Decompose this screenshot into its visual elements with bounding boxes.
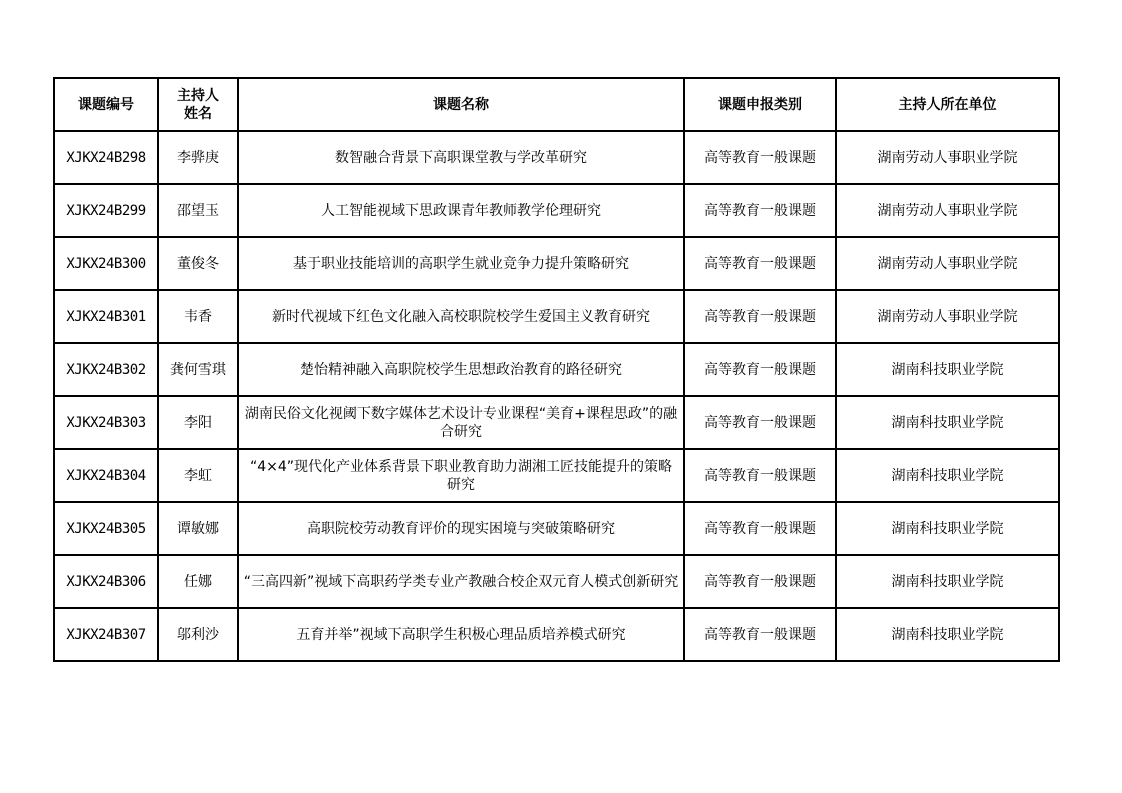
cell-unit: 湖南科技职业学院 [836, 396, 1059, 449]
cell-title: 人工智能视域下思政课青年教师教学伦理研究 [238, 184, 684, 237]
cell-title: 高职院校劳动教育评价的现实困境与突破策略研究 [238, 502, 684, 555]
cell-title: “三高四新”视域下高职药学类专业产教融合校企双元育人模式创新研究 [238, 555, 684, 608]
table-row [54, 237, 1059, 290]
cell-category: 高等教育一般课题 [684, 184, 836, 237]
table-row [54, 131, 1059, 184]
table-row [54, 184, 1059, 237]
table-row [54, 555, 1059, 608]
table-row [54, 502, 1059, 555]
cell-unit: 湖南劳动人事职业学院 [836, 184, 1059, 237]
header-row [54, 78, 1059, 131]
header-title: 课题名称 [238, 78, 684, 131]
cell-code: XJKX24B298 [54, 131, 158, 184]
header-leader: 主持人姓名 [158, 78, 238, 131]
cell-unit: 湖南劳动人事职业学院 [836, 237, 1059, 290]
cell-leader: 任娜 [158, 555, 238, 608]
table-row [54, 290, 1059, 343]
project-table [53, 77, 1060, 662]
cell-code: XJKX24B301 [54, 290, 158, 343]
cell-category: 高等教育一般课题 [684, 290, 836, 343]
cell-leader: 韦香 [158, 290, 238, 343]
cell-unit: 湖南科技职业学院 [836, 555, 1059, 608]
cell-unit: 湖南劳动人事职业学院 [836, 131, 1059, 184]
cell-unit: 湖南科技职业学院 [836, 502, 1059, 555]
cell-unit: 湖南科技职业学院 [836, 608, 1059, 661]
cell-leader: 李虹 [158, 449, 238, 502]
cell-leader: 李骅庚 [158, 131, 238, 184]
cell-code: XJKX24B299 [54, 184, 158, 237]
table-row [54, 608, 1059, 661]
cell-title: 湖南民俗文化视阈下数字媒体艺术设计专业课程“美育+课程思政”的融合研究 [238, 396, 684, 449]
cell-title: 楚怡精神融入高职院校学生思想政治教育的路径研究 [238, 343, 684, 396]
cell-category: 高等教育一般课题 [684, 396, 836, 449]
cell-category: 高等教育一般课题 [684, 608, 836, 661]
cell-leader: 龚何雪琪 [158, 343, 238, 396]
cell-category: 高等教育一般课题 [684, 237, 836, 290]
table-row [54, 343, 1059, 396]
cell-unit: 湖南科技职业学院 [836, 343, 1059, 396]
cell-category: 高等教育一般课题 [684, 343, 836, 396]
cell-code: XJKX24B303 [54, 396, 158, 449]
cell-leader: 邵望玉 [158, 184, 238, 237]
header-unit: 主持人所在单位 [836, 78, 1059, 131]
cell-title: “4×4”现代化产业体系背景下职业教育助力湖湘工匠技能提升的策略研究 [238, 449, 684, 502]
cell-code: XJKX24B307 [54, 608, 158, 661]
cell-code: XJKX24B305 [54, 502, 158, 555]
cell-code: XJKX24B302 [54, 343, 158, 396]
cell-title: 数智融合背景下高职课堂教与学改革研究 [238, 131, 684, 184]
cell-title: 新时代视域下红色文化融入高校职院校学生爱国主义教育研究 [238, 290, 684, 343]
cell-unit: 湖南劳动人事职业学院 [836, 290, 1059, 343]
cell-code: XJKX24B304 [54, 449, 158, 502]
cell-leader: 谭敏娜 [158, 502, 238, 555]
cell-code: XJKX24B306 [54, 555, 158, 608]
cell-category: 高等教育一般课题 [684, 555, 836, 608]
cell-unit: 湖南科技职业学院 [836, 449, 1059, 502]
cell-category: 高等教育一般课题 [684, 449, 836, 502]
cell-title: 基于职业技能培训的高职学生就业竞争力提升策略研究 [238, 237, 684, 290]
cell-leader: 邬利沙 [158, 608, 238, 661]
cell-title: 五育并举”视域下高职学生积极心理品质培养模式研究 [238, 608, 684, 661]
cell-leader: 董俊冬 [158, 237, 238, 290]
header-code: 课题编号 [54, 78, 158, 131]
table-row [54, 449, 1059, 502]
cell-code: XJKX24B300 [54, 237, 158, 290]
cell-category: 高等教育一般课题 [684, 502, 836, 555]
cell-leader: 李阳 [158, 396, 238, 449]
table-row [54, 396, 1059, 449]
header-category: 课题申报类别 [684, 78, 836, 131]
cell-category: 高等教育一般课题 [684, 131, 836, 184]
